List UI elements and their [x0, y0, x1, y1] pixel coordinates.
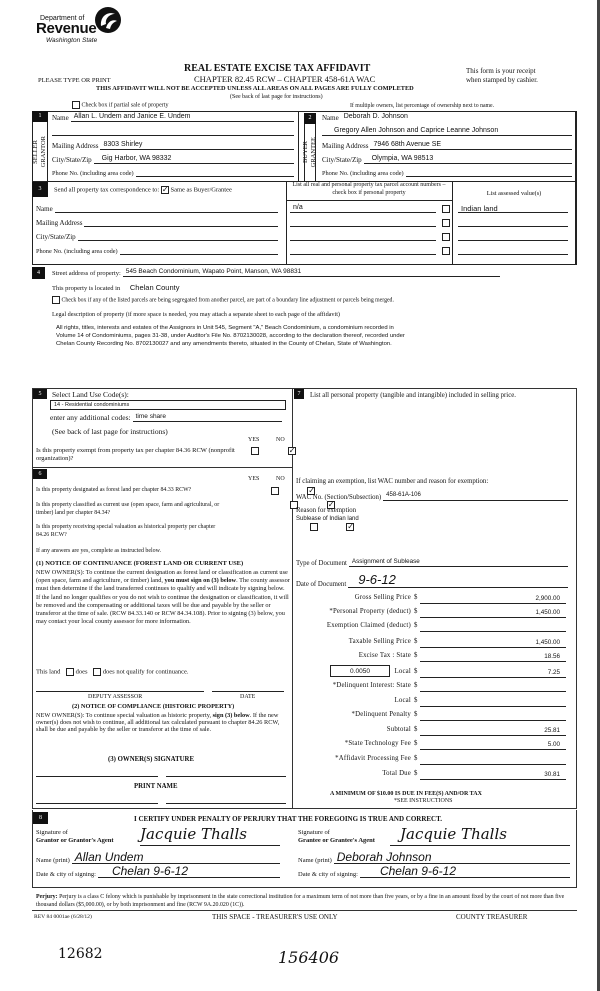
- amount-row: [296, 638, 568, 649]
- buyer-phone-row: [322, 168, 572, 177]
- seller-name-field[interactable]: Allan L. Undem and Janice E. Undem: [71, 113, 294, 122]
- land-use-label: Select Land Use Code(s):: [52, 390, 129, 399]
- assessed-row: [458, 232, 568, 241]
- amount-field[interactable]: 5.00: [420, 740, 566, 750]
- street-address-row: [52, 268, 500, 277]
- notice2-title: (2) NOTICE OF COMPLIANCE (HISTORIC PROPERTY): [72, 703, 235, 710]
- amount-field[interactable]: 2,900.00: [420, 594, 566, 604]
- send-correspondence-row: [54, 186, 232, 194]
- please-type: PLEASE TYPE OR PRINT: [38, 77, 111, 84]
- footer-line: [32, 910, 577, 911]
- parties-divider: [298, 111, 299, 181]
- personal-property-checkbox[interactable]: [442, 233, 450, 241]
- grantee-signature[interactable]: Jacquie Thalls: [400, 825, 507, 843]
- assessed-value-field[interactable]: [458, 232, 568, 241]
- amount-label: *Delinquent Penalty: [351, 711, 411, 718]
- segregated-row: [52, 296, 394, 304]
- dor-swirl-icon: [94, 6, 122, 34]
- grantee-date-label: Date & city of signing:: [298, 871, 358, 878]
- section-3-badge: 3: [32, 182, 48, 197]
- parcel-header: List all real and personal property tax parcel account numbers – check box if personal property: [292, 182, 446, 196]
- grantor-name-field[interactable]: Allan Undem: [72, 852, 280, 864]
- amount-label: Local: [394, 668, 411, 675]
- buyer-name-row: [322, 113, 572, 122]
- notice1-text-a: NEW OWNER(S): To continue the current designation as forest land or classification as current use (open space, farm and agriculture, or timber) land,: [36, 569, 288, 585]
- dollar-sign: $: [414, 711, 418, 718]
- amount-row: [296, 594, 568, 605]
- certify-statement: I CERTIFY UNDER PENALTY OF PERJURY THAT THE FOREGOING IS TRUE AND CORRECT.: [134, 815, 443, 823]
- amount-label: Total Due: [382, 770, 411, 777]
- send-correspondence-label: Send all property tax correspondence to:: [54, 186, 160, 194]
- amount-row: [296, 711, 568, 722]
- amount-field[interactable]: 1,450.00: [420, 638, 566, 648]
- buyer-city-field[interactable]: Olympia, WA 98513: [364, 155, 572, 164]
- grantee-sig-label-1: Signature of: [298, 829, 330, 836]
- s5-yes-header: YES: [248, 437, 260, 443]
- grantor-date-row: [36, 866, 280, 878]
- grantor-label: GRANTOR: [39, 135, 47, 168]
- doc-type-label: Type of Document: [296, 560, 347, 567]
- land-does-not-checkbox[interactable]: [93, 668, 101, 676]
- s3-divider: [286, 181, 287, 265]
- print-name-line-2[interactable]: [166, 803, 286, 804]
- historical-no-checkbox[interactable]: [346, 523, 354, 531]
- seller-name-row: [52, 113, 294, 122]
- segregated-label: Check box if any of the listed parcels are being segregated from another parcel, are part of a boundary line adjustment or parcels being merged.: [61, 297, 394, 304]
- grantee-date-row: [298, 866, 570, 878]
- buyer-city-label: City/State/Zip: [322, 156, 362, 164]
- notice1-bold: you must sign on (3) below: [164, 577, 237, 585]
- doc-date-label: Date of Document: [296, 581, 347, 588]
- s7-right-border: [576, 388, 577, 808]
- grantee-name-row: [298, 852, 570, 864]
- form-number: REV 84 0001ae (6/28/12): [34, 914, 92, 920]
- grantee-name-field[interactable]: Deborah Johnson: [334, 852, 570, 864]
- assessed-value-field[interactable]: Indian land: [458, 204, 568, 213]
- buyer-mailing-row: [322, 141, 572, 150]
- receipt-note-2: when stamped by cashier.: [466, 76, 538, 84]
- parcel-number-field[interactable]: [290, 218, 436, 227]
- amount-row: [296, 652, 568, 663]
- seller-mailing-label: Mailing Address: [52, 142, 99, 150]
- parcel-row: [290, 218, 450, 227]
- amount-row: [296, 622, 568, 633]
- if-yes-note: If any answers are yes, complete as instructed below.: [36, 548, 161, 554]
- buyer-city-row: [322, 155, 572, 164]
- amount-field[interactable]: [420, 622, 566, 632]
- multiple-owners-note: If multiple owners, list percentage of ownership next to name.: [350, 103, 495, 109]
- this-land-label: This land: [36, 668, 61, 676]
- s3-name-row: [36, 204, 278, 213]
- reason-label: Reason for exemption: [296, 507, 357, 514]
- s3-phone-row: [36, 246, 278, 255]
- dollar-sign: $: [414, 608, 418, 615]
- assessed-value-field[interactable]: [458, 246, 568, 255]
- s7-bottom-line: [32, 808, 577, 809]
- dollar-sign: $: [414, 594, 418, 601]
- s7-left-border: [32, 388, 33, 808]
- s3-name-field[interactable]: [55, 204, 278, 213]
- amount-label: *State Technology Fee: [344, 740, 411, 747]
- forest-land-question: Is this property designated as forest land per chapter 84.33 RCW?: [36, 487, 192, 493]
- assessed-row: [458, 204, 568, 213]
- buyer-name-label: Name: [322, 114, 339, 122]
- amount-row: [296, 755, 568, 766]
- amount-label: Taxable Selling Price: [348, 638, 411, 645]
- s3-header-line: [286, 200, 452, 201]
- assessor-date-line[interactable]: [212, 691, 284, 692]
- owner-signature-line-2[interactable]: [166, 776, 286, 777]
- owner-signature-line-1[interactable]: [36, 776, 158, 777]
- this-land-row: [36, 668, 189, 676]
- forest-land-yes-checkbox[interactable]: [271, 487, 279, 495]
- legal-line-2: Volume 14 of Condominiums, pages 31-38, under Auditor's File No. 8702130028, according to the declaration thereof, recorded under: [56, 333, 405, 339]
- form-title: REAL ESTATE EXCISE TAX AFFIDAVIT: [184, 63, 371, 74]
- same-as-buyer-checkbox[interactable]: [161, 186, 169, 194]
- s6-no-header: NO: [276, 476, 285, 482]
- buyer-name2-row: [322, 127, 572, 136]
- grantee-name-label: Name (print): [298, 857, 332, 864]
- assessed-row: [458, 246, 568, 255]
- grantee-signature-line[interactable]: [390, 845, 570, 846]
- seller-phone-row: [52, 168, 294, 177]
- amount-field[interactable]: 25.81: [420, 726, 566, 736]
- doc-type-row: [296, 558, 568, 567]
- current-use-question: Is this property classified as current use (open space, farm and agricultural, or timber) land per chapter 84.34?: [36, 502, 220, 516]
- grantor-sig-label: [36, 829, 114, 845]
- seller-city-label: City/State/Zip: [52, 156, 92, 164]
- same-as-buyer-label: Same as Buyer/Grantee: [170, 186, 232, 194]
- dollar-sign: $: [414, 622, 418, 629]
- amount-field[interactable]: [420, 697, 566, 707]
- minimum-note: A MINIMUM OF $10.00 IS DUE IN FEE(S) AND/OR TAX: [330, 791, 482, 797]
- buyer-label: BUYER: [302, 141, 309, 164]
- street-address-field[interactable]: 545 Beach Condominium, Wapato Point, Manson, WA 98831: [123, 268, 500, 277]
- seller-mailing-field[interactable]: 8303 Shirley: [100, 141, 294, 150]
- buyer-name-field[interactable]: Deborah D. Johnson: [343, 113, 408, 120]
- s5-top-line: [32, 388, 577, 389]
- land-does-label: does: [75, 668, 88, 676]
- s3-mailing-row: [36, 218, 278, 227]
- county-treasurer: COUNTY TREASURER: [456, 913, 528, 921]
- notice2-text-a: NEW OWNER(S): To continue special valuation as historic property,: [36, 712, 212, 719]
- exempt-question: Is this property exempt from property tax per chapter 84.36 RCW (nonprofit organization)?: [36, 447, 235, 462]
- perjury-bold: Perjury:: [36, 894, 58, 900]
- legal-description-text[interactable]: [56, 324, 405, 348]
- seller-name2-field[interactable]: [52, 127, 294, 136]
- amount-row: [296, 697, 568, 708]
- see-instructions: *SEE INSTRUCTIONS: [394, 798, 453, 804]
- grantor-name-label: Name (print): [36, 857, 70, 864]
- parcel-number-field[interactable]: [290, 232, 436, 241]
- notice1-text-b: . The county assessor must then determine if the land transferred continues to qualify and will indicate by signing below. If the land no longer qualifies or you do not wish to continue the designation or classification, it will be removed and the compensating or additional taxes will be due and payable by the seller or transferor at the time of sale. (RCW 84.33.140 or RCW 84.34.108). Prior to signing (3) below, you may contact your local county assessor for more information.: [36, 577, 290, 626]
- located-label: This property is located in: [52, 285, 121, 292]
- land-use-select[interactable]: 14 - Residential condominiums: [50, 400, 286, 410]
- additional-codes-field[interactable]: time share: [133, 413, 282, 422]
- exemption-label: If claiming an exemption, list WAC number and reason for exemption:: [296, 478, 489, 485]
- grantor-signature-line[interactable]: [140, 845, 280, 846]
- s3-city-label: City/State/Zip: [36, 233, 76, 241]
- amount-row: [296, 682, 568, 693]
- dollar-sign: $: [414, 755, 418, 762]
- legal-line-3: Chelan County Recording No. 8702130027 and any amendments thereto, situated in the County of Chelan, State of Washington.: [56, 341, 392, 347]
- seller-city-field[interactable]: Gig Harbor, WA 98332: [94, 155, 294, 164]
- amount-label: Subtotal: [386, 726, 411, 733]
- section-2-badge: 2: [304, 113, 316, 124]
- street-address-label: Street address of property:: [52, 270, 121, 277]
- grantor-name-row: [36, 852, 280, 864]
- wac-label: WAC No. (Section/Subsection): [296, 494, 382, 501]
- legal-description-label: Legal description of property (if more space is needed, you may attach a separate sheet to each page of the affidavit): [52, 311, 340, 318]
- s3-mailing-label: Mailing Address: [36, 219, 83, 227]
- dollar-sign: $: [414, 697, 418, 704]
- amount-label: Exemption Claimed (deduct): [326, 622, 411, 629]
- print-name-label: PRINT NAME: [134, 783, 178, 790]
- additional-codes-label: enter any additional codes:: [50, 413, 131, 422]
- section-5-badge: 5: [33, 389, 47, 399]
- amount-label: *Personal Property (deduct): [329, 608, 411, 615]
- s3-city-field[interactable]: [78, 232, 278, 241]
- form-chapter: CHAPTER 82.45 RCW – CHAPTER 458-61A WAC: [194, 74, 376, 84]
- notice2-text-b: . If the new owner(s) does not wish to continue, all additional tax calculated pursuant to chapter 84.26 RCW, shall be due and payable by the seller or transferor at the time of sale.: [36, 712, 280, 734]
- logo-revenue: Revenue: [36, 20, 97, 37]
- amount-label: Local: [394, 697, 411, 704]
- perjury-text: Perjury is a class C felony which is punishable by imprisonment in the state correctional institution for a maximum term of not more than five years, or by a fine in an amount fixed by the court of not more than five thousand dollars ($5,000.00), or by both imprisonment and fine (RCW 9A.20.020 (1C)).: [36, 894, 565, 908]
- s3-name-label: Name: [36, 205, 53, 213]
- amount-field[interactable]: [420, 755, 566, 765]
- seller-name-label: Name: [52, 114, 69, 122]
- s3-phone-label: Phone No. (including area code): [36, 248, 118, 255]
- section-6-badge: 6: [33, 469, 47, 479]
- grantor-date-field[interactable]: Chelan 9-6-12: [98, 866, 280, 878]
- dollar-sign: $: [414, 652, 418, 659]
- dor-logo: [36, 6, 126, 66]
- seller-mailing-row: [52, 141, 294, 150]
- additional-codes-row: [50, 413, 282, 422]
- amount-field[interactable]: 30.81: [420, 770, 566, 780]
- dollar-sign: $: [414, 668, 418, 675]
- grantor-date-label: Date & city of signing:: [36, 871, 96, 878]
- historical-question: Is this property receiving special valuation as historical property per chapter 84.26 RCW?: [36, 524, 216, 538]
- logo-washington-state: Washington State: [46, 37, 98, 44]
- amount-row: [296, 770, 568, 781]
- doc-date-field[interactable]: 9-6-12: [348, 574, 568, 588]
- land-does-not-label: does not qualify for continuance.: [102, 668, 189, 676]
- logo-department: Department of: [40, 15, 85, 22]
- partial-sale-row: [72, 101, 168, 109]
- dollar-sign: $: [414, 770, 418, 777]
- located-value[interactable]: Chelan County: [129, 283, 180, 292]
- notice1-text: [36, 569, 290, 626]
- s3-mailing-field[interactable]: [84, 218, 278, 227]
- deputy-assessor-line[interactable]: [36, 691, 204, 692]
- buyer-name2-field[interactable]: Gregory Allen Johnson and Caprice Leanne Johnson: [322, 127, 572, 136]
- parcel-number-field[interactable]: n/a: [290, 204, 436, 213]
- handwritten-number-2: 156406: [278, 948, 340, 967]
- amount-row: [296, 608, 568, 619]
- partial-sale-checkbox[interactable]: [72, 101, 80, 109]
- doc-date-row: [296, 574, 568, 588]
- personal-property-checkbox[interactable]: [442, 219, 450, 227]
- located-row: [52, 283, 179, 292]
- wac-row: [296, 492, 568, 501]
- s5-see-back: (See back of last page for instructions): [52, 427, 168, 436]
- notice2-text: [36, 712, 290, 734]
- section-7-badge: 7: [294, 389, 304, 399]
- dollar-sign: $: [414, 682, 418, 689]
- grantee-label: GRANTEE: [310, 137, 317, 168]
- treasurer-only: THIS SPACE - TREASURER'S USE ONLY: [212, 913, 338, 921]
- doc-type-field[interactable]: Assignment of Sublease: [349, 558, 568, 567]
- section-4-badge: 4: [32, 267, 45, 279]
- s6-top-line: [32, 467, 292, 468]
- personal-property-label: List all personal property (tangible and intangible) included in selling price.: [310, 392, 516, 399]
- section-8-badge: 8: [33, 812, 48, 824]
- legal-line-1: All rights, titles, interests and estates of the Assignors in Unit 545, Segment "A," Beach Condominium, a condominium recorded in: [56, 325, 394, 331]
- parcel-number-field[interactable]: [290, 246, 436, 255]
- buyer-mailing-field[interactable]: 7946 68th Avenue SE: [370, 141, 572, 150]
- amount-field[interactable]: 7.25: [420, 668, 566, 678]
- amount-label: Gross Selling Price: [354, 594, 411, 601]
- buyer-side-strip: [304, 124, 316, 181]
- handwritten-number-1: 12682: [58, 946, 103, 962]
- s6-yes-header: YES: [248, 476, 260, 482]
- dollar-sign: $: [414, 726, 418, 733]
- assessed-value-field[interactable]: [458, 218, 568, 227]
- amount-field[interactable]: [420, 711, 566, 721]
- wac-field[interactable]: 458-61A-106: [383, 492, 568, 501]
- grantee-date-field[interactable]: Chelan 9-6-12: [360, 866, 570, 878]
- form-warning: THIS AFFIDAVIT WILL NOT BE ACCEPTED UNLESS ALL AREAS ON ALL PAGES ARE FULLY COMPLETED: [96, 85, 414, 92]
- notice2-bold: sign (3) below: [212, 712, 250, 719]
- seller-phone-label: Phone No. (including area code): [52, 170, 134, 177]
- s3-city-row: [36, 232, 278, 241]
- s3-divider-2: [452, 181, 453, 265]
- segregated-checkbox[interactable]: [52, 296, 60, 304]
- amount-field[interactable]: 18.56: [420, 652, 566, 662]
- assessor-date-label: DATE: [240, 694, 256, 700]
- print-name-line-1[interactable]: [36, 803, 158, 804]
- perjury-notice: [36, 893, 576, 909]
- grantor-sig-label-1: Signature of: [36, 829, 68, 836]
- amount-label: *Delinquent Interest: State: [332, 682, 411, 689]
- local-rate-box[interactable]: 0.0050: [330, 665, 390, 677]
- seller-name2-row: [52, 127, 294, 136]
- historical-yes-checkbox[interactable]: [310, 523, 318, 531]
- buyer-mailing-label: Mailing Address: [322, 142, 369, 150]
- s3-phone-field[interactable]: [120, 246, 278, 255]
- s5-no-header: NO: [276, 437, 285, 443]
- grantee-sig-label: [298, 829, 375, 845]
- see-back-note: (See back of last page for instructions): [230, 94, 323, 100]
- amount-row: [296, 740, 568, 751]
- amount-row: [296, 726, 568, 737]
- seller-city-row: [52, 155, 294, 164]
- amount-label: *Affidavit Processing Fee: [335, 755, 411, 762]
- grantee-sig-label-2: Grantee or Grantee's Agent: [298, 837, 375, 844]
- exempt-no-checkbox[interactable]: [288, 447, 296, 455]
- personal-property-checkbox[interactable]: [442, 205, 450, 213]
- amount-field[interactable]: [420, 682, 566, 692]
- section-1-badge: 1: [32, 111, 48, 122]
- grantor-sig-label-2: Grantor or Grantor's Agent: [36, 837, 114, 844]
- assessed-row: [458, 218, 568, 227]
- dollar-sign: $: [414, 740, 418, 747]
- parcel-row: [290, 246, 450, 255]
- deputy-assessor-label: DEPUTY ASSESSOR: [88, 694, 143, 700]
- receipt-note-1: This form is your receipt: [466, 67, 536, 75]
- exempt-yes-checkbox[interactable]: [251, 447, 259, 455]
- reason-value[interactable]: Sublease of Indian land: [296, 516, 359, 522]
- parcel-row: [290, 204, 450, 213]
- land-does-checkbox[interactable]: [66, 668, 74, 676]
- amount-label: Excise Tax : State: [358, 652, 411, 659]
- amount-field[interactable]: 1,450.00: [420, 608, 566, 618]
- assessed-header: List assessed value(s): [486, 190, 542, 197]
- buyer-phone-label: Phone No. (including area code): [322, 170, 404, 177]
- partial-sale-label: Check box if partial sale of property: [81, 102, 169, 109]
- buyer-phone-field[interactable]: [406, 168, 572, 177]
- seller-phone-field[interactable]: [136, 168, 294, 177]
- seller-side-strip: [32, 122, 48, 181]
- dollar-sign: $: [414, 638, 418, 645]
- seller-label: SELLER: [31, 139, 39, 164]
- notice1-title: (1) NOTICE OF CONTINUANCE (FOREST LAND OR CURRENT USE): [36, 560, 244, 567]
- grantor-signature[interactable]: Jacquie Thalls: [140, 825, 247, 843]
- owner-signature-title: (3) OWNER(S) SIGNATURE: [108, 756, 194, 763]
- personal-property-checkbox[interactable]: [442, 247, 450, 255]
- parcel-row: [290, 232, 450, 241]
